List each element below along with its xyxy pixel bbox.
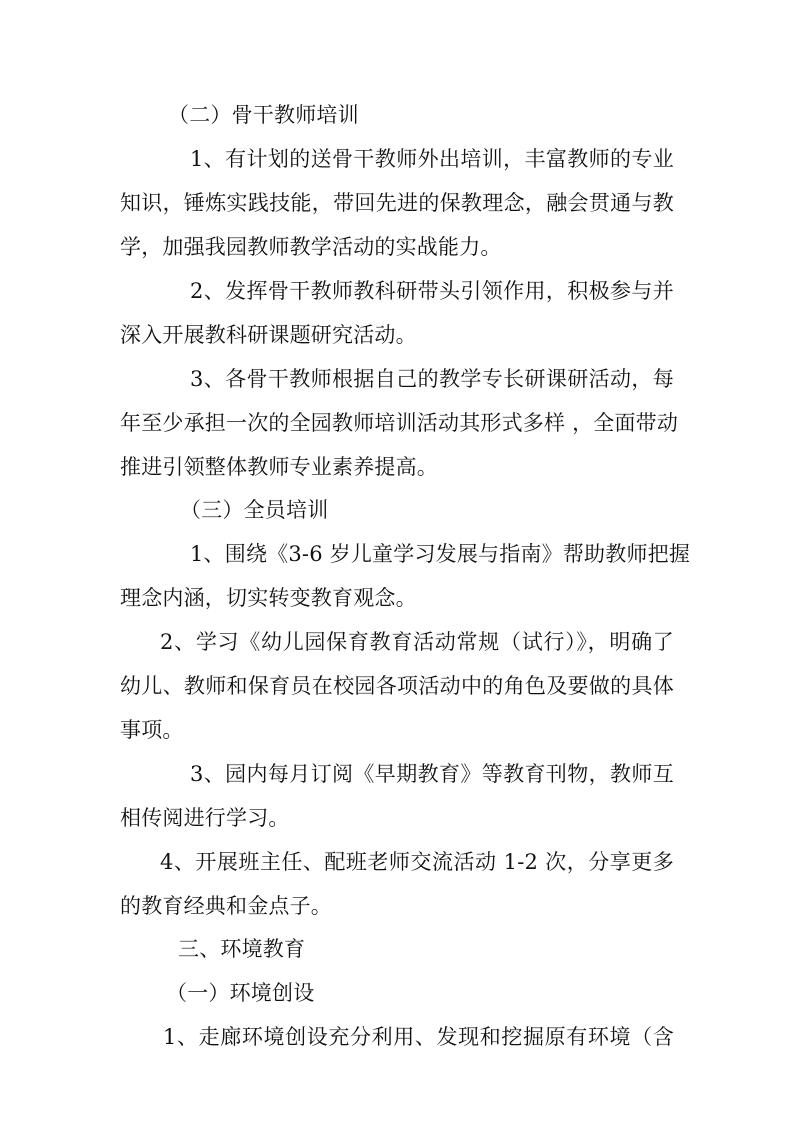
heading-backbone-teacher-training: （二）骨干教师培训 [168, 103, 359, 127]
paragraph-line: 理念内涵，切实转变教育观念。 [120, 586, 417, 610]
paragraph-line: 1、有计划的送骨干教师外出培训，丰富教师的专业 [190, 147, 674, 171]
paragraph-line: 学，加强我园教师教学活动的实战能力。 [120, 235, 502, 259]
paragraph-line: 推进引领整体教师专业素养提高。 [120, 455, 438, 479]
paragraph-line: 2、发挥骨干教师教科研带头引领作用，积极参与并 [190, 279, 674, 303]
paragraph-line: 1、走廊环境创设充分利用、发现和挖掘原有环境（含 [163, 1025, 674, 1049]
paragraph-line: 2、学习《幼儿园保育教育活动常规（试行）》，明确了 [160, 630, 674, 654]
heading-all-staff-training: （三）全员培训 [180, 498, 329, 522]
paragraph-line: 4、开展班主任、配班老师交流活动 1-2 次，分享更多 [160, 850, 674, 874]
heading-environment-education: 三、环境教育 [178, 937, 306, 961]
paragraph-line: 深入开展教科研课题研究活动。 [120, 323, 417, 347]
paragraph-line: 3、各骨干教师根据自己的教学专长研课研活动，每 [190, 367, 674, 391]
paragraph-line: 的教育经典和金点子。 [120, 894, 332, 918]
paragraph-line: 相传阅进行学习。 [120, 806, 290, 830]
paragraph-line: 1、围绕《3-6 岁儿童学习发展与指南》帮助教师把握 [190, 542, 691, 566]
paragraph-line: 事项。 [120, 718, 184, 742]
paragraph-line: 年至少承担一次的全园教师培训活动其形式多样 ，全面带动 [120, 411, 679, 435]
paragraph-line: 幼儿、教师和保育员在校园各项活动中的角色及要做的具体 [120, 674, 674, 698]
paragraph-line: 知识，锤炼实践技能，带回先进的保教理念，融会贯通与教 [120, 191, 674, 215]
heading-environment-creation: （一）环境创设 [166, 981, 315, 1005]
paragraph-line: 3、园内每月订阅《早期教育》等教育刊物，教师互 [190, 762, 674, 786]
